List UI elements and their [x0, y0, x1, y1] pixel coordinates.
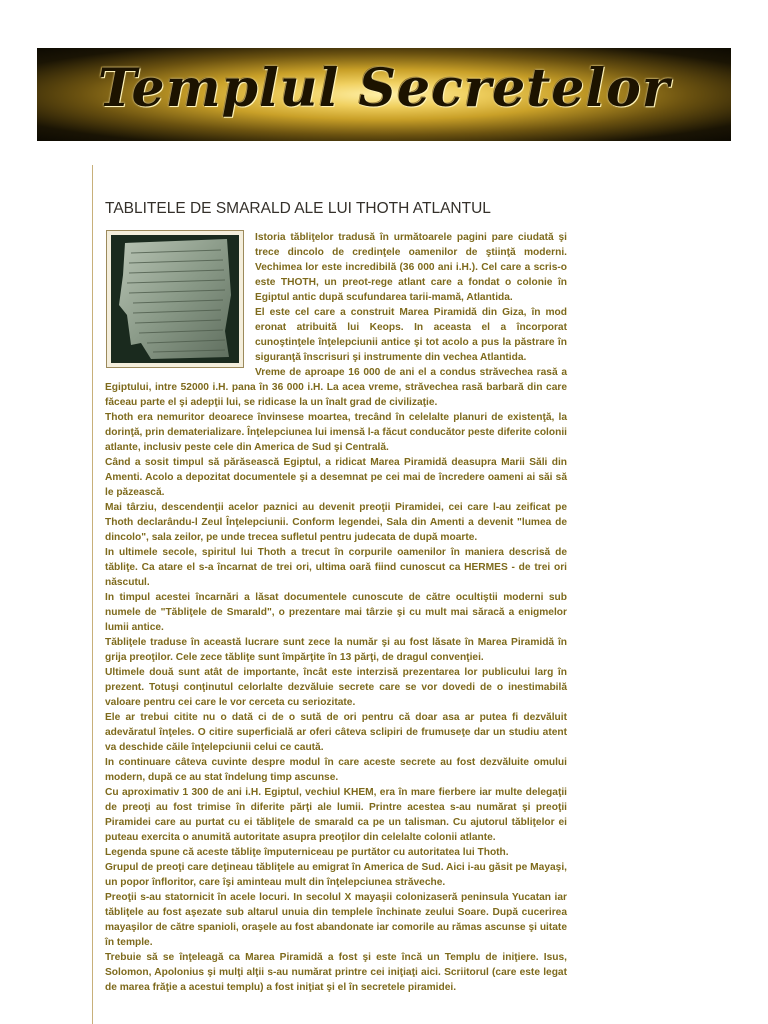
paragraph: Vreme de aproape 16 000 de ani el a condus străvechea rasă a Egiptului, intre 52000 i.H. pana în 36 000 i.H. La acea vreme, străvechea rasă barbară din care făceau parte el şi adepţii lui, se ridicase la un înalt grad de civilizaţie.	[105, 367, 567, 408]
paragraph: Cu aproximativ 1 300 de ani i.H. Egiptul, vechiul KHEM, era în mare fierbere iar multe delegaţii de preoţi au fost trimise în diferite părţi ale lumii. Printre acestea s-au numărat şi preoţii Piramidei care au purtat cu ei tăbliţele de smarald ca pe un talisman. Cu ajutorul tăbliţelor ei puteau exercita o anumită autoritate asupra preoţilor din celelalte colonii atlante.	[105, 787, 567, 843]
header-banner	[37, 48, 731, 141]
article-body	[105, 230, 567, 995]
paragraph: Ultimele două sunt atât de importante, încât este interzisă prezentarea lor publicului larg în prezent. Totuşi conţinutul celorlalte dezvăluie secrete care se vor dovedi de o inestimabilă valoare pentru cei care le vor cerceta cu seriozitate.	[105, 667, 567, 708]
paragraph: Tăbliţele traduse în această lucrare sunt zece la număr şi au fost lăsate în Marea Piramidă în grija preoţilor. Cele zece tăbliţe sunt împărţite în 13 părţi, de dragul convenţiei.	[105, 637, 567, 663]
paragraph: El este cel care a construit Marea Piramidă din Giza, în mod eronat atribuită lui Keops. In aceasta el a încorporat cunoştinţele înţelepciunii antice şi tot acolo a pus la păstrare în siguranţă înscrisuri şi instrumente din vechea Atlantida.	[255, 307, 567, 363]
image-spacer	[105, 230, 255, 372]
content-divider	[92, 165, 93, 1024]
paragraph: Thoth era nemuritor deoarece învinsese moartea, trecând în celelalte planuri de existenţă, la dorinţă, prin dematerializare. Înţelepciunea lui imensă l-a făcut conducător peste diferite colonii atlante, inclusiv peste cele din America de Sud şi Centrală.	[105, 412, 567, 453]
site-title: Templul Secretelor	[97, 58, 671, 119]
paragraph: In ultimele secole, spiritul lui Thoth a trecut în corpurile oamenilor în maniera descrisă de tăbliţe. Ca atare el s-a încarnat de trei ori, ultima oară fiind cunoscut ca HERMES - de trei ori născutul.	[105, 547, 567, 588]
paragraph: Preoţii s-au statornicit în acele locuri. In secolul X mayaşii colonizaseră peninsula Yucatan iar tăbliţele au fost aşezate sub altarul unuia din templele închinate zeului Soare. După cucerirea mayaşilor de către spanioli, oraşele au fost abandonate iar comorile au rămas ascunse şi uitate în temple.	[105, 892, 567, 948]
paragraph: Legenda spune că aceste tăbliţe împuterniceau pe purtător cu autoritatea lui Thoth.	[105, 847, 509, 858]
paragraph: Trebuie să se înţeleagă ca Marea Piramidă a fost şi este încă un Templu de iniţiere. Isus, Solomon, Apolonius şi mulţi alţii s-au numărat printre cei iniţiaţi aici. Scriitorul (care este legat de marea frăţie a acestui templu) a fost iniţiat şi el în secretele piramidei.	[105, 952, 567, 993]
paragraph: In continuare câteva cuvinte despre modul în care aceste secrete au fost dezvăluite omului modern, după ce au stat îndelung timp ascunse.	[105, 757, 567, 783]
paragraph: Ele ar trebui citite nu o dată ci de o sută de ori pentru că doar asa ar putea fi dezvăluit adevăratul înţeles. O citire superficială ar oferi câteva sclipiri de frumuseţe dar un studiu atent va deschide căile înţelepciunii celui ce caută.	[105, 712, 567, 753]
paragraph: Mai târziu, descendenţii acelor paznici au devenit preoţii Piramidei, cei care l-au zeificat pe Thoth declarându-l Zeul Înţelepciunii. Conform legendei, Sala din Amenti a devenit "lumea de dincolo", sala zeilor, pe unde trecea sufletul pentru judecata de după moarte.	[105, 502, 567, 543]
paragraph: Când a sosit timpul să părăsească Egiptul, a ridicat Marea Piramidă deasupra Marii Săli din Amenti. Acolo a depozitat documentele şi a desemnat pe cei mai de încredere oameni ai săi să le păzească.	[105, 457, 567, 498]
paragraph: Istoria tăbliţelor tradusă în următoarele pagini pare ciudată şi trece dincolo de credinţele oamenilor de ştiinţă moderni. Vechimea lor este incredibilă (36 000 ani i.H.). Cel care a scris-o este THOTH, un preot-rege atlant care a fondat o colonie în Egiptul antic după scufundarea tarii-mamă, Atlantida.	[255, 232, 567, 303]
article-heading: TABLITELE DE SMARALD ALE LUI THOTH ATLANTUL	[105, 200, 491, 217]
paragraph: Grupul de preoţi care deţineau tăbliţele au emigrat în America de Sud. Aici i-au găsit pe Mayaşi, un popor înfloritor, care îşi aminteau mult din înţelepciunea străveche.	[105, 862, 567, 888]
paragraph: In timpul acestei încarnări a lăsat documentele cunoscute de către ocultiştii moderni sub numele de "Tăbliţele de Smarald", o prezentare mai târzie şi cu mult mai săracă a enigmelor lumii antice.	[105, 592, 567, 633]
